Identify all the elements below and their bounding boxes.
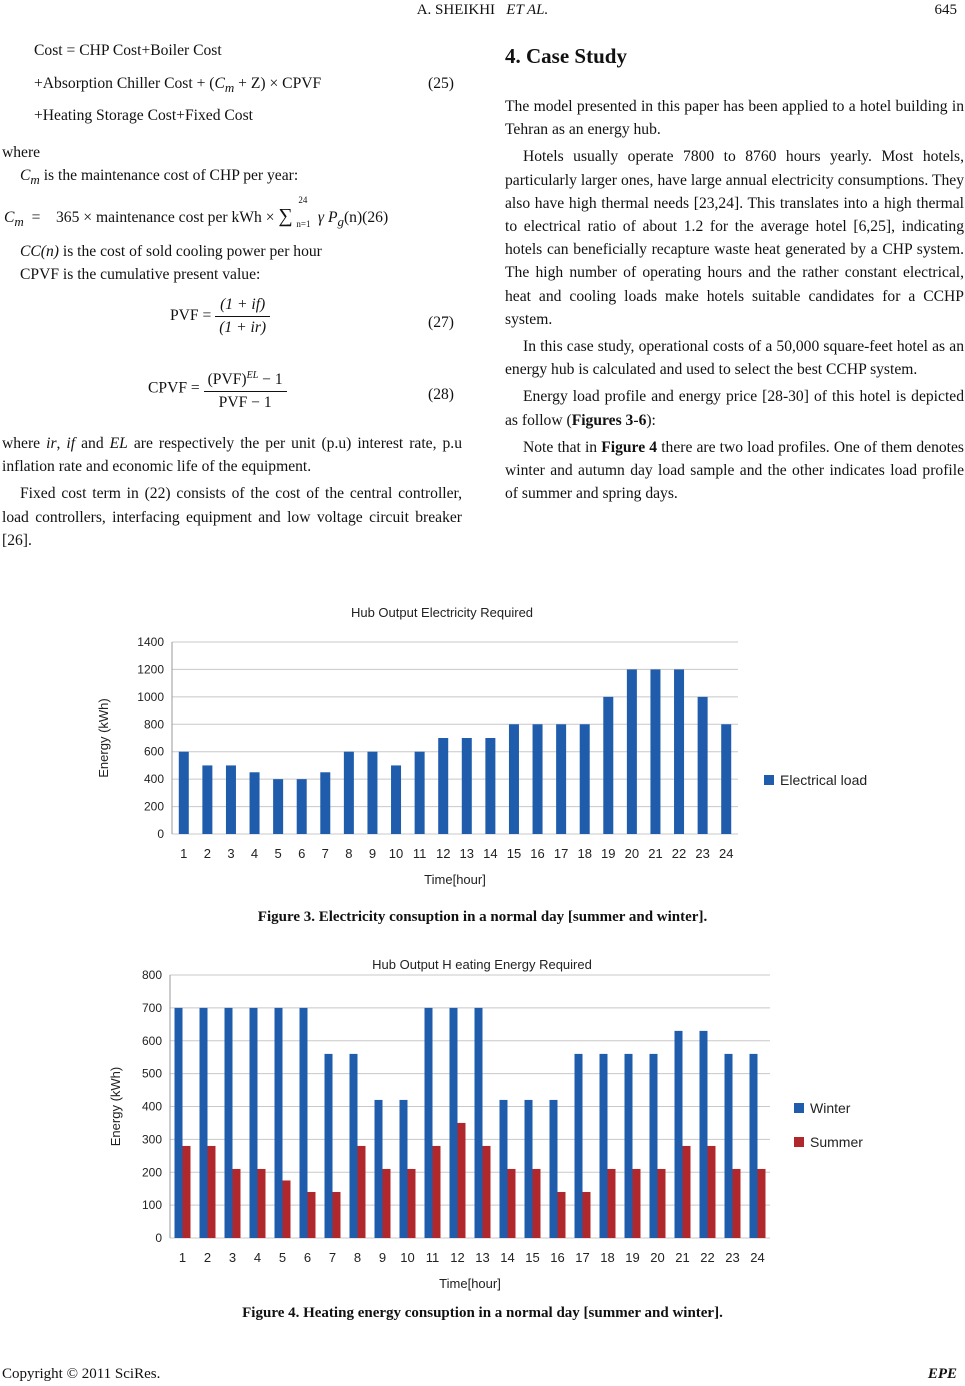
eq25-line2: +Absorption Chiller Cost + $(C_m + Z)$ × CPVF (34, 75, 322, 96)
y-tick-label: 800 (141, 968, 162, 982)
left-paragraphs (2, 432, 462, 552)
para-energy-profile: Energy load profile and energy price [28-30] of this hotel is depicted as follow (Figures 3-6): (505, 388, 964, 429)
x-tick-label: 20 (650, 1250, 665, 1265)
y-tick-label: 400 (143, 772, 164, 787)
bar-summer (583, 1192, 591, 1238)
bar-summer (308, 1192, 316, 1238)
bar-electrical-load (226, 765, 236, 834)
bar-winter (675, 1031, 683, 1238)
bar-winter (225, 1008, 233, 1238)
bar-winter (300, 1008, 308, 1238)
x-tick-label: 7 (321, 846, 329, 861)
y-tick-label: 500 (141, 1066, 162, 1081)
x-tick-label: 15 (506, 846, 522, 861)
x-tick-label: 11 (412, 846, 427, 861)
bar-electrical-load (415, 752, 425, 834)
eq28-number: (28) (428, 386, 454, 403)
bar-winter (650, 1054, 658, 1238)
x-tick-label: 18 (600, 1250, 615, 1265)
page-number: 645 (934, 2, 957, 18)
bar-electrical-load (367, 752, 377, 834)
bar-electrical-load (320, 772, 330, 834)
x-tick-label: 16 (530, 846, 545, 861)
legend-swatch-electrical-load (764, 775, 774, 785)
x-tick-label: 22 (700, 1250, 715, 1265)
y-tick-label: 1400 (137, 635, 164, 649)
y-tick-label: 800 (143, 717, 164, 732)
bar-summer (758, 1169, 766, 1238)
y-tick-label: 1200 (137, 662, 164, 677)
x-tick-label: 16 (550, 1250, 565, 1265)
bar-electrical-load (533, 724, 543, 834)
figure-4-caption: Figure 4. Heating energy consuption in a normal day [summer and winter]. (242, 1305, 723, 1321)
x-tick-label: 12 (450, 1250, 465, 1265)
x-tick-label: 4 (253, 1250, 262, 1265)
running-header (0, 2, 965, 19)
bar-electrical-load (556, 724, 566, 834)
bar-winter (450, 1008, 458, 1238)
bar-winter (175, 1008, 183, 1238)
bar-electrical-load (438, 738, 448, 834)
legend-label-winter: Winter (810, 1100, 851, 1116)
x-tick-label: 19 (625, 1250, 640, 1265)
x-tick-label: 20 (624, 846, 640, 861)
y-tick-label: 300 (141, 1132, 162, 1147)
para-where-ir: where ir, if and EL are respectively the per unit (p.u) interest rate, p.u inflation rate and economic life of the equipment. (2, 435, 463, 476)
bar-winter (550, 1100, 558, 1238)
bar-electrical-load (509, 724, 519, 834)
y-axis-label: Energy (kWh) (108, 1066, 123, 1147)
x-tick-label: 10 (388, 846, 404, 861)
y-tick-label: 0 (155, 1231, 162, 1245)
bar-winter (475, 1008, 483, 1238)
footer-journal: EPE (927, 1366, 957, 1382)
bar-summer (508, 1169, 516, 1238)
bar-summer (283, 1180, 291, 1238)
bar-summer (208, 1146, 216, 1238)
bar-electrical-load (462, 738, 472, 834)
bar-summer (708, 1146, 716, 1238)
y-tick-label: 200 (143, 799, 164, 814)
eq26: $C_m$ = 365 × maintenance cost per kWh × ∑ 24 n=1 γ $P_g(n)(26)$ (4, 195, 389, 230)
bar-winter (575, 1054, 583, 1238)
bar-winter (200, 1008, 208, 1238)
x-tick-label: 13 (459, 846, 475, 861)
bar-summer (733, 1169, 741, 1238)
x-tick-label: 17 (575, 1250, 590, 1265)
x-tick-label: 5 (278, 1250, 287, 1265)
x-tick-label: 23 (725, 1250, 740, 1265)
x-tick-label: 21 (648, 846, 663, 861)
y-tick-label: 1000 (137, 689, 164, 704)
bar-electrical-load (721, 724, 731, 834)
header-etal: ET AL. (506, 2, 549, 18)
bar-summer (558, 1192, 566, 1238)
bar-electrical-load (580, 724, 590, 834)
bar-electrical-load (297, 779, 307, 834)
bar-summer (183, 1146, 191, 1238)
figure-3-caption: Figure 3. Electricity consuption in a normal day [summer and winter]. (257, 909, 708, 925)
x-tick-label: 11 (425, 1250, 440, 1265)
y-axis-label: Energy (kWh) (96, 698, 111, 778)
para-operational: In this case study, operational costs of a 50,000 square-feet hotel as an energy hub is calculated and used to select the best CCHP system. (505, 338, 964, 379)
y-tick-label: 200 (141, 1165, 162, 1180)
bar-electrical-load (650, 669, 660, 834)
x-tick-label: 3 (228, 1250, 237, 1265)
bar-winter (725, 1054, 733, 1238)
x-tick-label: 14 (500, 1250, 515, 1265)
x-tick-label: 18 (577, 846, 592, 861)
bar-electrical-load (674, 669, 684, 834)
legend-swatch-winter (794, 1103, 804, 1113)
bar-electrical-load (391, 765, 401, 834)
para-load-profiles: Note that in Figure 4 there are two load profiles. One of them denotes winter and autumn day load sample and the other indicates load profile of summer and spring days. (505, 438, 965, 503)
header-author: A. SHEIKHI (416, 2, 496, 18)
bar-winter (325, 1054, 333, 1238)
y-tick-label: 600 (143, 744, 164, 759)
y-tick-label: 400 (141, 1099, 162, 1114)
x-tick-label: 4 (250, 846, 259, 861)
bar-electrical-load (344, 752, 354, 834)
x-tick-label: 19 (601, 846, 616, 861)
bar-winter (500, 1100, 508, 1238)
bar-electrical-load (485, 738, 495, 834)
bar-winter (600, 1054, 608, 1238)
legend-label-summer: Summer (810, 1134, 863, 1150)
bar-summer (533, 1169, 541, 1238)
bar-summer (658, 1169, 666, 1238)
x-tick-label: 5 (274, 846, 282, 861)
x-tick-label: 6 (298, 846, 306, 861)
bar-winter (525, 1100, 533, 1238)
y-tick-label: 0 (157, 827, 164, 841)
bar-electrical-load (202, 765, 212, 834)
x-tick-label: 22 (671, 846, 687, 861)
bar-summer (383, 1169, 391, 1238)
bar-summer (683, 1146, 691, 1238)
eq28: CPVF = $\frac{(PVF)^{EL} - 1}{\text{PVF − 1}}$ (148, 366, 287, 412)
x-tick-label: 8 (345, 846, 353, 861)
bar-winter (375, 1100, 383, 1238)
bar-summer (408, 1169, 416, 1238)
y-tick-label: 600 (141, 1033, 162, 1048)
bar-electrical-load (273, 779, 283, 834)
y-tick-label: 700 (141, 1000, 162, 1015)
section-title: 4. Case Study (505, 44, 627, 68)
x-tick-label: 3 (227, 846, 235, 861)
bar-winter (700, 1031, 708, 1238)
footer-copyright: Copyright © 2011 SciRes. (2, 1366, 161, 1382)
bar-summer (333, 1192, 341, 1238)
x-tick-label: 10 (400, 1250, 415, 1265)
x-tick-label: 2 (203, 1250, 212, 1265)
x-tick-label: 15 (525, 1250, 540, 1265)
x-tick-label: 9 (368, 846, 377, 861)
bar-winter (350, 1054, 358, 1238)
bar-summer (633, 1169, 641, 1238)
eq25-line1: Cost = CHP Cost+Boiler Cost (34, 42, 222, 59)
where-label: where (2, 144, 41, 161)
bar-summer (258, 1169, 266, 1238)
bar-winter (625, 1054, 633, 1238)
bar-summer (433, 1146, 441, 1238)
bar-summer (458, 1123, 466, 1238)
y-tick-label: 100 (141, 1198, 162, 1213)
figure-4-chart (80, 948, 890, 1292)
para-case-intro: The model presented in this paper has been applied to a hotel building in Tehran as an energy hub. (505, 98, 964, 139)
bar-summer (608, 1169, 616, 1238)
bar-summer (358, 1146, 366, 1238)
x-tick-label: 9 (378, 1250, 387, 1265)
x-axis-label: Time[hour] (424, 872, 486, 887)
x-tick-label: 2 (203, 846, 211, 861)
eq27: PVF = $\frac{(1 + if)}{(1 + ir)}$ (170, 296, 270, 337)
x-tick-label: 24 (718, 846, 734, 861)
bar-electrical-load (179, 752, 189, 834)
cc-definition: CC(n) is the cost of sold cooling power per hour (20, 243, 322, 260)
legend-label-electrical-load: Electrical load (780, 772, 868, 788)
cm-definition: $C_m$ is the maintenance cost of CHP per year: (20, 167, 299, 188)
chart-title: Hub Output Electricity Required (350, 605, 534, 620)
x-tick-label: 24 (750, 1250, 765, 1265)
bar-winter (275, 1008, 283, 1238)
x-tick-label: 21 (675, 1250, 690, 1265)
chart-title: Hub Output H eating Energy Required (372, 957, 592, 972)
x-tick-label: 23 (695, 846, 710, 861)
x-tick-label: 13 (475, 1250, 490, 1265)
figure-3-chart (80, 598, 890, 896)
x-tick-label: 1 (180, 846, 188, 861)
bar-winter (400, 1100, 408, 1238)
eq27-number: (27) (428, 314, 454, 331)
bar-electrical-load (698, 697, 708, 834)
cpvf-definition: CPVF is the cumulative present value: (20, 266, 261, 283)
x-tick-label: 8 (353, 1250, 362, 1265)
x-tick-label: 17 (553, 846, 569, 861)
x-tick-label: 7 (328, 1250, 337, 1265)
eq25-number: (25) (428, 75, 454, 92)
x-tick-label: 6 (303, 1250, 312, 1265)
x-tick-label: 12 (435, 846, 451, 861)
bar-electrical-load (250, 772, 260, 834)
para-fixed-cost: Fixed cost term in (22) consists of the cost of the central controller, load controllers, interfacing equipment and low voltage circuit breaker [26]. (2, 485, 462, 549)
bar-winter (250, 1008, 258, 1238)
para-hotels: Hotels usually operate 7800 to 8760 hours yearly. Most hotels, particularly larger ones, have large annual electricity consumptions. They also have high thermal needs [23,24]. This translates into a high thermal to electrical ratio of about 1.2 for the average hotel [6,25], indicating hotels can beneficially recapture waste heat generated by a CHP system. The high number of operating hours and the rather constant electrical, heat and cooling loads make hotels suitable candidates for a CCHP system. (505, 148, 964, 328)
bar-summer (233, 1169, 241, 1238)
bar-electrical-load (627, 669, 637, 834)
right-paragraphs (505, 95, 964, 505)
legend-swatch-summer (794, 1137, 804, 1147)
x-tick-label: 14 (483, 846, 498, 861)
x-tick-label: 1 (178, 1250, 187, 1265)
bar-winter (425, 1008, 433, 1238)
bar-summer (483, 1146, 491, 1238)
x-axis-label: Time[hour] (439, 1276, 501, 1291)
bar-winter (750, 1054, 758, 1238)
eq25-line3: +Heating Storage Cost+Fixed Cost (34, 107, 253, 124)
bar-electrical-load (603, 697, 613, 834)
